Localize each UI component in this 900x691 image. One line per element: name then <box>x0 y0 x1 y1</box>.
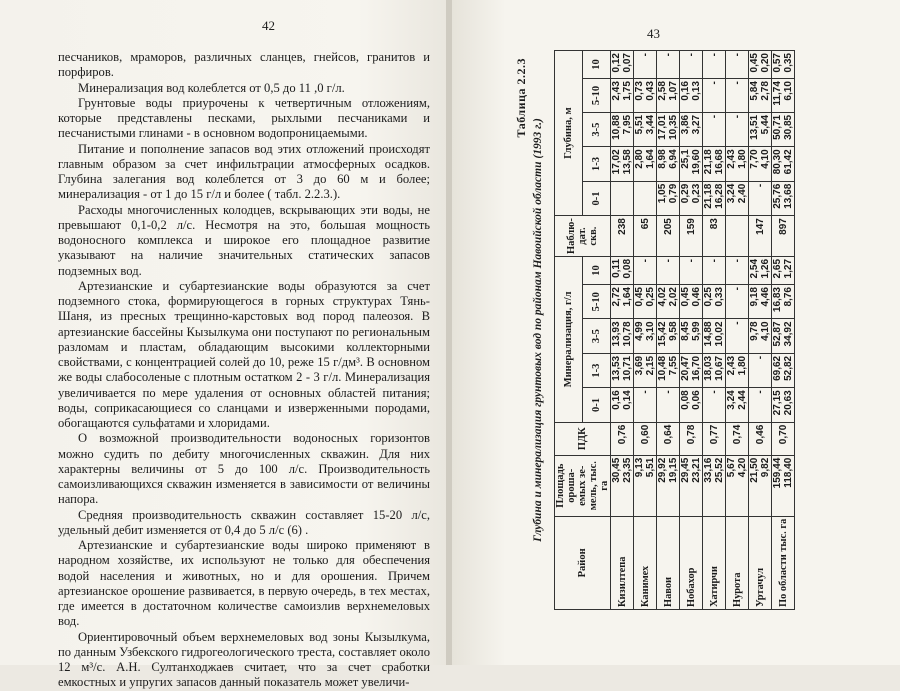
header-depth-sub: 10 <box>583 51 611 79</box>
table-cell: 21,50 9,82 <box>749 455 772 516</box>
paragraph: Расходы многочисленных колодцев, вскрывающих эти воды, не превышают 0,1-0,2 л/с. Несмотря на это, большая мощность водоносного комплекса и широкое его площадное развитие указывают на наличие значительных статических запасов подземных вод. <box>58 202 430 278</box>
header-depth-sub: 0-1 <box>583 181 611 215</box>
paragraph: песчаников, мраморов, различных сланцев, гнейсов, гранитов и порфиров. <box>58 50 430 80</box>
table-body <box>611 51 795 610</box>
table-cell: 0,45 0,20 <box>749 51 772 79</box>
table-cell: - <box>703 256 726 284</box>
table-row <box>749 51 772 610</box>
header-pdk: ПДК <box>555 422 611 455</box>
row-district: Нурота <box>726 516 749 609</box>
table-title: Глубина и минерализация грунтовых вод по районам Навоийской области (1993 г.) <box>532 118 544 542</box>
table-row <box>634 51 657 610</box>
table-cell: 2,43 1,75 <box>611 79 634 113</box>
header-min-sub: 10 <box>583 256 611 284</box>
table-cell <box>726 216 749 257</box>
table-cell: 7,70 4,10 <box>749 147 772 181</box>
table-cell: 20,47 16,70 <box>680 353 703 387</box>
table-cell: - <box>657 51 680 79</box>
table-cell: 0,46 <box>749 422 772 455</box>
table-cell: - <box>680 256 703 284</box>
table-cell: 159 <box>680 216 703 257</box>
table-cell <box>634 181 657 215</box>
table-cell: 0,25 0,33 <box>703 285 726 319</box>
table-cell: 0,08 0,06 <box>680 388 703 422</box>
table-cell: - <box>703 388 726 422</box>
row-district: Уртачул <box>749 516 772 609</box>
table-row <box>680 51 703 610</box>
header-min-sub: 5-10 <box>583 285 611 319</box>
table-cell: 5,67 4,20 <box>726 455 749 516</box>
table-cell: 205 <box>657 216 680 257</box>
table-caption: Таблица 2.2.3 <box>514 58 528 138</box>
table-cell: 10,88 7,95 <box>611 112 634 146</box>
table-row <box>703 51 726 610</box>
table-cell: - <box>726 112 749 146</box>
table-cell: 11,74 6,10 <box>772 79 795 113</box>
table-cell: 50,71 30,85 <box>772 112 795 146</box>
table-cell: 2,58 1,07 <box>657 79 680 113</box>
table-cell <box>611 181 634 215</box>
paragraph: Артезианские и субартезианские воды широко применяют в народном хозяйстве, их используют не только для обеспечения водой населения и животных, но и для орошения. Причем артезианское орошение развивается, в первую очередь, в тех местах, где имеется в достаточном количестве самоизлив верхнемеловых вод. <box>58 538 430 629</box>
paragraph: Минерализация вод колеблется от 0,5 до 11 ,0 г/л. <box>78 80 345 95</box>
data-table <box>554 50 795 610</box>
header-depth: Глубина, м <box>555 51 583 216</box>
table-cell: 25,1 19,60 <box>680 147 703 181</box>
table-cell: - <box>726 51 749 79</box>
table-cell: - <box>749 181 772 215</box>
table-cell: 8,45 5,99 <box>680 319 703 353</box>
table-cell: 13,53 10,71 <box>611 353 634 387</box>
row-district: По области тыс. га <box>772 516 795 609</box>
table-cell: 0,11 0,08 <box>611 256 634 284</box>
table-cell: 9,13 5,51 <box>634 455 657 516</box>
table-cell: 0,29 0,23 <box>680 181 703 215</box>
table-cell: 3,24 2,44 <box>726 388 749 422</box>
table-cell: 83 <box>703 216 726 257</box>
header-depth-sub: 5-10 <box>583 79 611 113</box>
table-cell: 0,16 0,14 <box>611 388 634 422</box>
table-cell: 238 <box>611 216 634 257</box>
table-cell: 80,30 61,42 <box>772 147 795 181</box>
table-cell: 29,45 23,21 <box>680 455 703 516</box>
page-number-right: 43 <box>647 26 660 41</box>
table-cell: - <box>680 51 703 79</box>
row-district: Навои <box>657 516 680 609</box>
table-cell: - <box>749 388 772 422</box>
paragraph: Грунтовые воды приурочены к четвертичным отложениям, которые представлены песками, рыхлыми песчаниками и песчанистыми глинами - в основном водопроницаемыми. <box>58 95 430 141</box>
table-row <box>772 51 795 610</box>
table-cell: 18,03 10,67 <box>703 353 726 387</box>
table-cell: 0,45 0,46 <box>680 285 703 319</box>
table-cell: - <box>634 256 657 284</box>
header-min-sub: 1-3 <box>583 353 611 387</box>
table-cell: 3,69 2,15 <box>634 353 657 387</box>
table-cell: 4,99 3,10 <box>634 319 657 353</box>
table-cell: 0,60 <box>634 422 657 455</box>
table-cell: 3,86 3,27 <box>680 112 703 146</box>
table-cell: 2,43 1,80 <box>726 353 749 387</box>
header-depth-sub: 1-3 <box>583 147 611 181</box>
table-cell: 16,83 8,76 <box>772 285 795 319</box>
page-number-left: 42 <box>262 18 275 33</box>
paragraph: Артезианские и субартезианские воды образуются за счет подземного стока, формирующегося в горных структурах Тянь-Шаня, из пресных трещинно-карстовых вод пород палеозоя. В артезианские бассейны Кызылкума они поступают по региональным разломам и пластам, обладающим высокими коллекторными свойствами, с концентрацией солей до 10, реже 15 г/дм³. В основном же воды слабосоленые с плотным остатком 2 - 3 г/л. Минерализация увеличивается по мере удаления от основных областей питания; воды, соприкасающиеся со сланцами и изверженными породами, обогащаются сульфатами и хлоридами. <box>58 278 430 430</box>
table-cell: 3,24 2,40 <box>726 181 749 215</box>
table-cell: 147 <box>749 216 772 257</box>
table-cell: 13,51 5,44 <box>749 112 772 146</box>
table-cell: 8,98 6,94 <box>657 147 680 181</box>
table-cell: 2,43 1,80 <box>726 147 749 181</box>
table-cell: 33,16 25,52 <box>703 455 726 516</box>
table-cell: - <box>657 388 680 422</box>
table-cell: - <box>749 353 772 387</box>
table-cell: - <box>703 79 726 113</box>
table-cell: 27,15 20,63 <box>772 388 795 422</box>
table-cell: 0,74 <box>726 422 749 455</box>
paragraph: Ориентировочный объем верхнемеловых вод зоны Кызылкума, по данным Узбекского гидрогеологического треста, составляет около 12 м³/с. А.Н. Султанходжаев считает, что за счет сработки емкостных и упругих запасов данный показатель может увеличи- <box>58 629 430 690</box>
table-cell: - <box>726 79 749 113</box>
table-cell: 0,16 0,13 <box>680 79 703 113</box>
table-cell: 17,02 13,58 <box>611 147 634 181</box>
table-cell: 29,92 19,15 <box>657 455 680 516</box>
table-cell: - <box>703 112 726 146</box>
table-cell: - <box>726 285 749 319</box>
table-cell: 17,01 10,35 <box>657 112 680 146</box>
table-cell: - <box>634 388 657 422</box>
table-cell: 0,76 <box>611 422 634 455</box>
table-cell: 2,65 1,27 <box>772 256 795 284</box>
header-depth-sub: 3-5 <box>583 112 611 146</box>
table-cell: 0,73 0,43 <box>634 79 657 113</box>
table-cell: 897 <box>772 216 795 257</box>
table-cell: 25,76 13,68 <box>772 181 795 215</box>
row-district: Нобахор <box>680 516 703 609</box>
table-cell: 159,44 118,40 <box>772 455 795 516</box>
table-cell: 1,05 0,79 <box>657 181 680 215</box>
right-page <box>452 0 900 665</box>
body-text <box>58 50 430 691</box>
table-cell: 21,18 16,28 <box>703 181 726 215</box>
table-cell: 10,48 7,55 <box>657 353 680 387</box>
table-cell: 30,45 23,35 <box>611 455 634 516</box>
table-cell: 0,70 <box>772 422 795 455</box>
table-cell: - <box>703 51 726 79</box>
table-row <box>611 51 634 610</box>
table-cell: 2,80 1,64 <box>634 147 657 181</box>
table-cell: 14,88 10,02 <box>703 319 726 353</box>
table-row <box>726 51 749 610</box>
table-row <box>657 51 680 610</box>
table-cell: 2,72 1,64 <box>611 285 634 319</box>
header-district: Район <box>555 516 611 609</box>
table-cell: 4,02 2,02 <box>657 285 680 319</box>
table-cell: 52,87 34,92 <box>772 319 795 353</box>
table-cell: 0,64 <box>657 422 680 455</box>
header-area: Площадь ороша-емых зе-мель, тыс. га <box>555 455 611 516</box>
table-cell: 2,54 1,26 <box>749 256 772 284</box>
table-cell: 9,18 4,46 <box>749 285 772 319</box>
table-cell: 69,62 52,82 <box>772 353 795 387</box>
table-cell: 5,51 3,44 <box>634 112 657 146</box>
table-cell: - <box>634 51 657 79</box>
table-cell: 0,78 <box>680 422 703 455</box>
header-mineralization: Минерализация, г/л <box>555 256 583 422</box>
row-district: Хатирчи <box>703 516 726 609</box>
table-cell: 0,77 <box>703 422 726 455</box>
table-cell: - <box>726 256 749 284</box>
table-cell: 0,57 0,35 <box>772 51 795 79</box>
paragraph: Питание и пополнение запасов вод этих отложений происходят главным образом за счет инфильтрации атмосферных осадков. Глубина залегания вод колеблется от 3 до 60 м и более; минерализация - от 1 до 15 г/л и более ( табл. 2.2.3.). <box>58 141 430 202</box>
left-page <box>0 0 448 690</box>
table-cell: - <box>726 319 749 353</box>
row-district: Кизилтепа <box>611 516 634 609</box>
table-cell: 0,12 0,07 <box>611 51 634 79</box>
header-min-sub: 3-5 <box>583 319 611 353</box>
table-cell: 65 <box>634 216 657 257</box>
table-cell: 21,18 16,68 <box>703 147 726 181</box>
table-cell: 9,78 4,10 <box>749 319 772 353</box>
row-district: Канимех <box>634 516 657 609</box>
paragraph: О возможной производительности водоносных горизонтов можно судить по дебиту многочисленных скважин. Для них характерны величины от 5 до 100 л/с. Производительность самоизливающихся скважин изменяется в зависимости от величины напора. <box>58 431 430 507</box>
table-cell: 0,45 0,25 <box>634 285 657 319</box>
rotated-table-block <box>510 50 850 610</box>
paragraph: Средняя производительность скважин составляет 15-20 л/с, удельный дебит изменяется от 0,4 до 5 л/с (6) . <box>58 507 430 537</box>
table-cell: 13,93 10,78 <box>611 319 634 353</box>
table-cell: 15,42 9,58 <box>657 319 680 353</box>
table-cell: - <box>657 256 680 284</box>
header-observation-wells: Наблю-дат. скв. <box>555 216 611 257</box>
header-min-sub: 0-1 <box>583 388 611 422</box>
table-cell: 5,84 2,78 <box>749 79 772 113</box>
